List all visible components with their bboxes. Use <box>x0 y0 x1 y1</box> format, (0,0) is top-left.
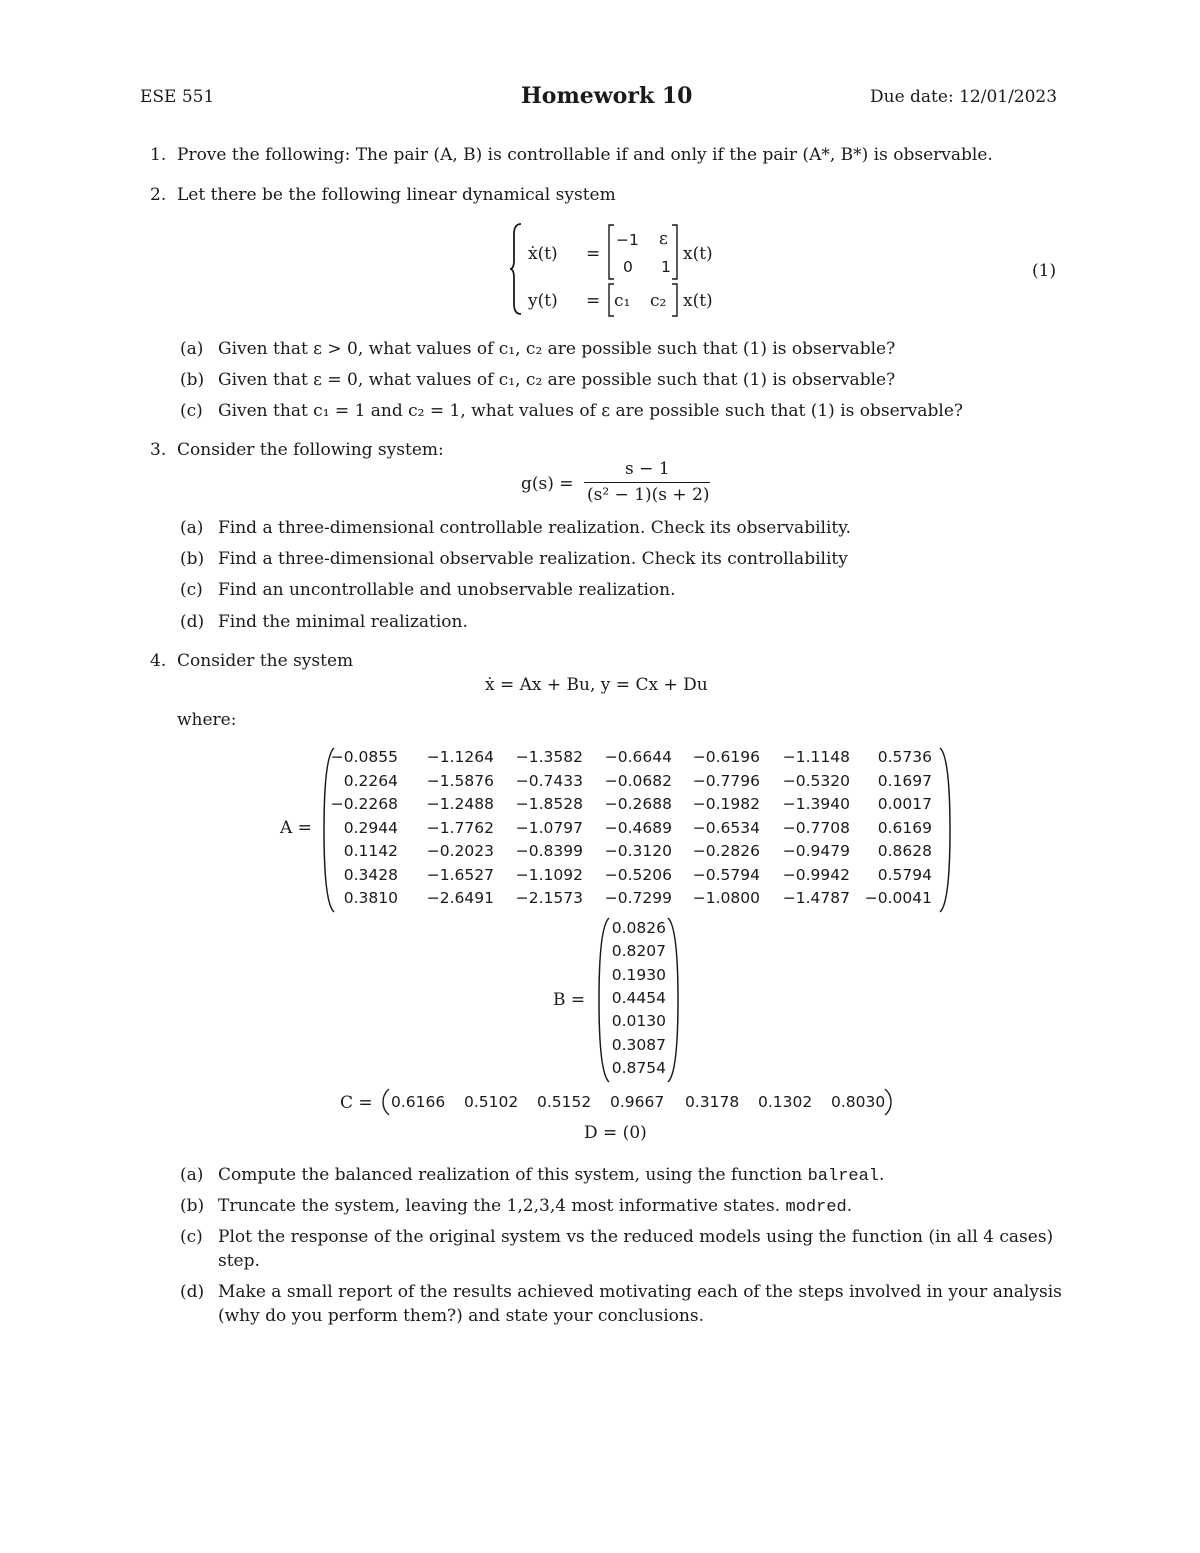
subpart-label: (a) <box>180 1165 204 1185</box>
matrix-c-label: C = <box>340 1093 373 1113</box>
matrix-a-cell: −0.5320 <box>782 771 850 790</box>
matrix-a11: −1 <box>616 231 639 249</box>
matrix-b-cell: 0.4454 <box>611 988 666 1007</box>
matrix-a-cell: −1.6527 <box>426 865 494 884</box>
problem-2-number: 2. <box>150 185 167 205</box>
matrix-a-cell: −0.6534 <box>692 818 760 837</box>
problem-2c-text: Given that c₁ = 1 and c₂ = 1, what values of ε are possible such that (1) is observable? <box>218 401 964 421</box>
matrix-a-cell: −1.7762 <box>426 818 494 837</box>
subpart-label: (c) <box>180 401 203 421</box>
matrix-b-label: B = <box>553 990 586 1010</box>
transfer-function-denominator: (s² − 1)(s + 2) <box>587 485 710 505</box>
matrix-a-label: A = <box>280 818 312 838</box>
matrix-c-cell: 0.6166 <box>391 1093 446 1111</box>
matrix-c-cell: 0.1302 <box>758 1093 813 1111</box>
matrix-a-cell: −0.5206 <box>604 865 672 884</box>
matrix-a-cell: −0.9479 <box>782 842 850 860</box>
lhs-xdot: ẋ(t) <box>528 244 558 264</box>
state-x: x(t) <box>683 291 713 311</box>
matrix-a21: 0 <box>623 258 633 276</box>
matrix-a-cell: 0.5794 <box>877 865 932 884</box>
right-bracket <box>671 283 679 317</box>
matrix-a-cell: 0.0017 <box>877 795 932 813</box>
subpart-label: (c) <box>180 1227 203 1247</box>
problem-3a-text: Find a three-dimensional controllable realization. Check its observability. <box>218 518 851 538</box>
matrix-a-cell: −0.6644 <box>604 748 672 766</box>
problem-4-intro: Consider the system <box>177 651 354 671</box>
matrix-b-cell: 0.1930 <box>611 965 666 984</box>
matrix-a-cell: −0.7796 <box>692 771 760 790</box>
matrix-c-cell: 0.5102 <box>464 1093 519 1111</box>
matrix-a-cell: −0.7299 <box>604 889 672 907</box>
matrix-a-cell: 0.3428 <box>343 865 398 884</box>
due-date: Due date: 12/01/2023 <box>870 87 1058 107</box>
matrix-a-cell: −1.1264 <box>426 748 494 766</box>
subpart-label: (b) <box>180 1196 205 1216</box>
matrix-a-cell: −0.0041 <box>864 889 932 907</box>
matrix-a-cell: 0.1142 <box>343 842 398 860</box>
matrix-b-cell: 0.8207 <box>611 942 666 961</box>
transfer-function-lhs: g(s) = <box>521 474 574 494</box>
matrix-a-cell: −1.0800 <box>692 889 760 907</box>
subpart-label: (c) <box>180 580 203 600</box>
matrix-a-cell: −0.4689 <box>604 818 672 837</box>
subpart-label: (a) <box>180 518 204 538</box>
equals-sign: = <box>586 244 601 264</box>
problem-3b-text: Find a three-dimensional observable realization. Check its controllability <box>218 549 848 569</box>
transfer-function-numerator: s − 1 <box>625 459 670 479</box>
matrix-a22: 1 <box>661 258 671 276</box>
equals-sign: = <box>586 291 601 311</box>
matrix-a-cell: −1.3940 <box>782 795 850 813</box>
matrix-a-cell: −0.2023 <box>426 842 494 860</box>
problem-3d-text: Find the minimal realization. <box>218 612 468 632</box>
matrix-a-cell: −2.1573 <box>515 889 583 907</box>
matrix-a-cell: −0.7708 <box>782 818 850 837</box>
subpart-label: (b) <box>180 370 205 390</box>
matrix-a-cell: −0.7433 <box>515 771 583 790</box>
matrix-a-cell: −0.5794 <box>692 865 760 884</box>
matrix-b-cell: 0.8754 <box>611 1058 666 1077</box>
problem-4d-text: Make a small report of the results achieved motivating each of the steps involved in your analysis <box>218 1282 1062 1302</box>
problem-1-text: Prove the following: The pair (A, B) is controllable if and only if the pair (A*, B*) is observable. <box>177 145 993 165</box>
subpart-label: (d) <box>180 1282 205 1302</box>
problem-2-intro: Let there be the following linear dynamical system <box>177 185 616 205</box>
matrix-a-cell: −0.1982 <box>692 795 760 813</box>
matrix-a-cell: 0.6169 <box>877 818 932 837</box>
problem-3-intro: Consider the following system: <box>177 440 444 460</box>
matrix-a-cell: −0.0682 <box>604 771 672 790</box>
code-modred: modred <box>785 1198 847 1217</box>
problem-4c-text-cont: step. <box>218 1251 260 1271</box>
matrix-a-cell: −0.9942 <box>782 865 850 884</box>
matrix-a-cell: −0.8399 <box>515 842 583 860</box>
state-space-equation: ẋ = Ax + Bu, y = Cx + Du <box>485 675 708 695</box>
matrix-b-cell: 0.0130 <box>611 1012 666 1031</box>
problem-3-number: 3. <box>150 440 167 460</box>
problem-4d-text-cont: (why do you perform them?) and state your conclusions. <box>218 1306 704 1326</box>
matrix-a-cell: −1.1092 <box>515 865 583 884</box>
matrix-a12: ε <box>659 229 668 249</box>
matrix-a-cell: −1.2488 <box>426 795 494 813</box>
page-title: Homework 10 <box>521 83 693 109</box>
left-curly-brace <box>509 222 523 316</box>
matrix-b-cell: 0.3087 <box>611 1035 666 1054</box>
matrix-a-cell: 0.5736 <box>877 748 932 766</box>
problem-4a-text: Compute the balanced realization of this system, using the function balreal. <box>218 1165 885 1186</box>
state-x: x(t) <box>683 244 713 264</box>
matrix-a-cell: −0.2268 <box>330 795 398 813</box>
matrix-d: D = (0) <box>584 1123 647 1143</box>
matrix-c-cell: 0.9667 <box>610 1093 665 1111</box>
matrix-a-cell: −1.5876 <box>426 771 494 790</box>
problem-2b-text: Given that ε = 0, what values of c₁, c₂ are possible such that (1) is observable? <box>218 370 896 390</box>
problem-4c-text: Plot the response of the original system vs the reduced models using the function (in all 4 cases) <box>218 1227 1054 1247</box>
matrix-a-cell: −0.2688 <box>604 795 672 813</box>
right-paren <box>938 747 952 913</box>
problem-1-number: 1. <box>150 145 167 165</box>
equation-label: (1) <box>1032 261 1057 281</box>
matrix-a-cell: −1.1148 <box>782 748 850 766</box>
matrix-a-cell: 0.2264 <box>343 771 398 790</box>
matrix-b-cell: 0.0826 <box>611 919 666 937</box>
problem-4b-text: Truncate the system, leaving the 1,2,3,4 most informative states. modred. <box>218 1196 853 1217</box>
matrix-a-cell: −0.0855 <box>330 748 398 766</box>
left-bracket <box>607 224 615 280</box>
matrix-a-cell: −1.8528 <box>515 795 583 813</box>
lhs-y: y(t) <box>528 291 558 311</box>
matrix-a-cell: −0.6196 <box>692 748 760 766</box>
matrix-a-cell: 0.8628 <box>877 842 932 860</box>
matrix-a-cell: 0.3810 <box>343 889 398 907</box>
right-paren <box>884 1088 893 1116</box>
fraction-bar <box>584 482 710 483</box>
problem-3c-text: Find an uncontrollable and unobservable realization. <box>218 580 676 600</box>
c1-coefficient: c₁ <box>614 291 631 311</box>
matrix-a-cell: 0.1697 <box>877 771 932 790</box>
left-paren <box>381 1088 390 1116</box>
problem-4-number: 4. <box>150 651 167 671</box>
course-code: ESE 551 <box>140 87 215 107</box>
matrix-a-cell: −1.4787 <box>782 889 850 907</box>
problem-2a-text: Given that ε > 0, what values of c₁, c₂ are possible such that (1) is observable? <box>218 339 896 359</box>
subpart-label: (d) <box>180 612 205 632</box>
matrix-a-cell: −2.6491 <box>426 889 494 907</box>
matrix-a-cell: −0.3120 <box>604 842 672 860</box>
left-paren <box>597 917 611 1083</box>
subpart-label: (b) <box>180 549 205 569</box>
right-bracket <box>671 224 679 280</box>
matrix-a-cell: 0.2944 <box>343 818 398 837</box>
matrix-a-cell: −0.2826 <box>692 842 760 860</box>
code-balreal: balreal <box>807 1167 880 1186</box>
matrix-c-cell: 0.8030 <box>831 1093 886 1111</box>
right-paren <box>666 917 680 1083</box>
matrix-a-cell: −1.0797 <box>515 818 583 837</box>
matrix-c-cell: 0.5152 <box>537 1093 592 1111</box>
where-label: where: <box>177 710 237 730</box>
subpart-label: (a) <box>180 339 204 359</box>
c2-coefficient: c₂ <box>650 291 667 311</box>
matrix-a-cell: −1.3582 <box>515 748 583 766</box>
matrix-c-cell: 0.3178 <box>685 1093 740 1111</box>
